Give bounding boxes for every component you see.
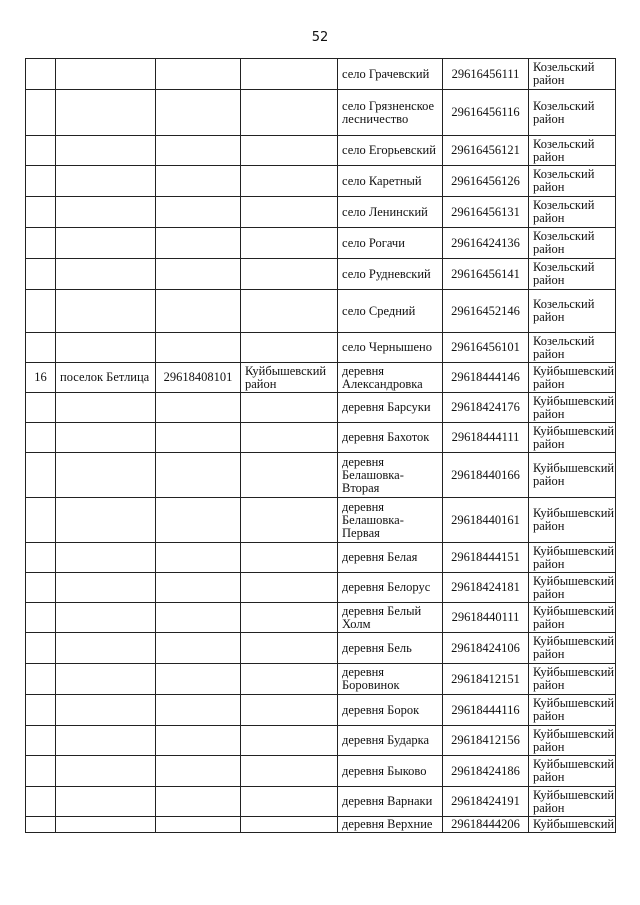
locality-district: Куйбышевский район: [529, 726, 616, 756]
table-row: [26, 228, 616, 259]
locality-name: село Чернышено: [338, 333, 443, 363]
settlement-name: [56, 817, 156, 833]
row-number: [26, 423, 56, 453]
locality-district: Куйбышевский район: [529, 498, 616, 543]
locality-name: деревня Александровка: [338, 363, 443, 393]
locality-name: село Каретный: [338, 166, 443, 197]
settlement-code: [156, 664, 241, 695]
settlement-district: [241, 453, 338, 498]
settlement-code: [156, 603, 241, 633]
settlement-name: [56, 695, 156, 726]
row-number: [26, 603, 56, 633]
locality-okato: 29616456121: [443, 136, 529, 166]
locality-district: Куйбышевский район: [529, 363, 616, 393]
locality-name: деревня Бахоток: [338, 423, 443, 453]
settlement-code: [156, 290, 241, 333]
settlement-name: [56, 756, 156, 787]
locality-okato: 29618444206: [443, 817, 529, 833]
table-body: [26, 59, 616, 833]
row-number: [26, 543, 56, 573]
locality-okato: 29616456141: [443, 259, 529, 290]
row-number: [26, 453, 56, 498]
table-row: [26, 90, 616, 136]
table-row: [26, 423, 616, 453]
settlement-district: [241, 136, 338, 166]
settlement-code: [156, 393, 241, 423]
settlement-name: [56, 228, 156, 259]
table-row: [26, 787, 616, 817]
settlement-name: [56, 726, 156, 756]
settlement-name: [56, 633, 156, 664]
settlement-code: [156, 90, 241, 136]
locality-name: село Егорьевский: [338, 136, 443, 166]
settlement-district: [241, 543, 338, 573]
locality-district: Куйбышевский район: [529, 633, 616, 664]
settlement-code: [156, 423, 241, 453]
settlement-district: [241, 756, 338, 787]
settlement-code: [156, 817, 241, 833]
settlement-name: [56, 573, 156, 603]
settlement-district: [241, 197, 338, 228]
locality-okato: 29616424136: [443, 228, 529, 259]
settlement-name: [56, 543, 156, 573]
table-row: [26, 59, 616, 90]
locality-district: Козельский район: [529, 228, 616, 259]
settlement-code: [156, 543, 241, 573]
locality-okato: 29618424186: [443, 756, 529, 787]
locality-okato: 29618444111: [443, 423, 529, 453]
settlement-code: [156, 166, 241, 197]
settlement-name: [56, 59, 156, 90]
row-number: [26, 726, 56, 756]
settlement-district: [241, 333, 338, 363]
settlement-code: [156, 787, 241, 817]
locality-name: деревня Белашовка-Первая: [338, 498, 443, 543]
locality-name: село Рогачи: [338, 228, 443, 259]
settlement-district: [241, 695, 338, 726]
locality-district: Козельский район: [529, 166, 616, 197]
locality-name: деревня Белая: [338, 543, 443, 573]
settlement-name: [56, 90, 156, 136]
settlement-name: [56, 197, 156, 228]
table-row: [26, 543, 616, 573]
settlement-name: [56, 136, 156, 166]
settlement-code: [156, 453, 241, 498]
settlement-code: [156, 695, 241, 726]
locality-okato: 29616456111: [443, 59, 529, 90]
table-row: [26, 817, 616, 833]
row-number: [26, 228, 56, 259]
settlement-name: [56, 498, 156, 543]
locality-district: Козельский район: [529, 90, 616, 136]
settlement-district: [241, 166, 338, 197]
settlement-district: [241, 817, 338, 833]
settlement-district: [241, 633, 338, 664]
locality-okato: 29616456126: [443, 166, 529, 197]
table-row: [26, 603, 616, 633]
locality-district: Козельский район: [529, 136, 616, 166]
settlement-code: [156, 726, 241, 756]
locality-district: Куйбышевский район: [529, 543, 616, 573]
table-row: [26, 166, 616, 197]
table-row: [26, 498, 616, 543]
table-row: [26, 290, 616, 333]
locality-okato: 29616456116: [443, 90, 529, 136]
locality-name: деревня Верхние: [338, 817, 443, 833]
locality-district: Куйбышевский район: [529, 664, 616, 695]
settlement-name: [56, 787, 156, 817]
locality-name: деревня Боровинок: [338, 664, 443, 695]
locality-okato: 29618424176: [443, 393, 529, 423]
locality-name: деревня Белый Холм: [338, 603, 443, 633]
row-number: [26, 166, 56, 197]
locality-name: деревня Варнаки: [338, 787, 443, 817]
settlement-name: [56, 166, 156, 197]
settlement-name: [56, 393, 156, 423]
settlement-code: [156, 756, 241, 787]
locality-okato: 29618412156: [443, 726, 529, 756]
table-row: [26, 259, 616, 290]
locality-district: Куйбышевский район: [529, 423, 616, 453]
settlement-district: [241, 664, 338, 695]
settlement-name: [56, 333, 156, 363]
settlement-district: [241, 573, 338, 603]
table-row: [26, 573, 616, 603]
locality-district: Куйбышевский район: [529, 756, 616, 787]
locality-district: Куйбышевский район: [529, 393, 616, 423]
locality-district: Козельский район: [529, 59, 616, 90]
settlement-district: [241, 259, 338, 290]
locality-district: Куйбышевский район: [529, 787, 616, 817]
table-row: [26, 393, 616, 423]
locality-name: деревня Барсуки: [338, 393, 443, 423]
settlement-district: [241, 787, 338, 817]
settlement-code: [156, 333, 241, 363]
settlement-district: Куйбышевский район: [241, 363, 338, 393]
table-row: [26, 197, 616, 228]
row-number: [26, 787, 56, 817]
settlement-code: [156, 136, 241, 166]
locality-okato: 29618440161: [443, 498, 529, 543]
table-row: [26, 453, 616, 498]
settlement-name: [56, 664, 156, 695]
row-number: [26, 59, 56, 90]
settlement-district: [241, 290, 338, 333]
locality-district: Козельский район: [529, 197, 616, 228]
row-number: [26, 393, 56, 423]
locality-name: деревня Борок: [338, 695, 443, 726]
locality-name: село Грязненское лесничество: [338, 90, 443, 136]
row-number: [26, 333, 56, 363]
settlement-district: [241, 393, 338, 423]
settlement-name: поселок Бетлица: [56, 363, 156, 393]
locality-district: Куйбышевский район: [529, 453, 616, 498]
locality-okato: 29618424181: [443, 573, 529, 603]
row-number: [26, 817, 56, 833]
locality-okato: 29618440166: [443, 453, 529, 498]
row-number: [26, 498, 56, 543]
locality-okato: 29618444146: [443, 363, 529, 393]
settlement-name: [56, 290, 156, 333]
row-number: 16: [26, 363, 56, 393]
locality-okato: 29618424106: [443, 633, 529, 664]
locality-name: село Ленинский: [338, 197, 443, 228]
locality-district: Куйбышевский: [529, 817, 616, 833]
locality-district: Козельский район: [529, 290, 616, 333]
table-row: [26, 756, 616, 787]
settlements-table: [25, 58, 616, 833]
locality-okato: 29618412151: [443, 664, 529, 695]
locality-name: деревня Бударка: [338, 726, 443, 756]
table-row: [26, 136, 616, 166]
settlement-code: [156, 573, 241, 603]
table-row: [26, 726, 616, 756]
settlement-name: [56, 423, 156, 453]
settlement-code: [156, 259, 241, 290]
locality-okato: 29618440111: [443, 603, 529, 633]
locality-name: село Рудневский: [338, 259, 443, 290]
locality-okato: 29616456131: [443, 197, 529, 228]
row-number: [26, 197, 56, 228]
settlement-code: [156, 228, 241, 259]
locality-district: Куйбышевский район: [529, 603, 616, 633]
locality-name: село Средний: [338, 290, 443, 333]
row-number: [26, 136, 56, 166]
row-number: [26, 259, 56, 290]
locality-name: деревня Бель: [338, 633, 443, 664]
row-number: [26, 573, 56, 603]
settlement-district: [241, 423, 338, 453]
settlement-code: [156, 498, 241, 543]
table-row: [26, 363, 616, 393]
locality-okato: 29618444151: [443, 543, 529, 573]
table-row: [26, 664, 616, 695]
settlement-district: [241, 603, 338, 633]
settlement-name: [56, 603, 156, 633]
table-row: [26, 333, 616, 363]
locality-okato: 29618444116: [443, 695, 529, 726]
locality-name: село Грачевский: [338, 59, 443, 90]
settlement-name: [56, 453, 156, 498]
row-number: [26, 290, 56, 333]
row-number: [26, 756, 56, 787]
settlement-code: [156, 633, 241, 664]
locality-district: Куйбышевский район: [529, 573, 616, 603]
locality-district: Козельский район: [529, 333, 616, 363]
locality-okato: 29616456101: [443, 333, 529, 363]
settlement-district: [241, 498, 338, 543]
row-number: [26, 695, 56, 726]
row-number: [26, 633, 56, 664]
row-number: [26, 664, 56, 695]
locality-name: деревня Белашовка-Вторая: [338, 453, 443, 498]
locality-district: Куйбышевский район: [529, 695, 616, 726]
locality-name: деревня Быково: [338, 756, 443, 787]
page-number: 52: [311, 30, 329, 45]
settlement-district: [241, 90, 338, 136]
locality-okato: 29616452146: [443, 290, 529, 333]
table-row: [26, 633, 616, 664]
settlement-code: [156, 197, 241, 228]
settlement-code: 29618408101: [156, 363, 241, 393]
settlement-district: [241, 59, 338, 90]
row-number: [26, 90, 56, 136]
settlement-code: [156, 59, 241, 90]
settlement-district: [241, 228, 338, 259]
locality-name: деревня Белорус: [338, 573, 443, 603]
locality-district: Козельский район: [529, 259, 616, 290]
settlement-name: [56, 259, 156, 290]
settlement-district: [241, 726, 338, 756]
locality-okato: 29618424191: [443, 787, 529, 817]
table-row: [26, 695, 616, 726]
